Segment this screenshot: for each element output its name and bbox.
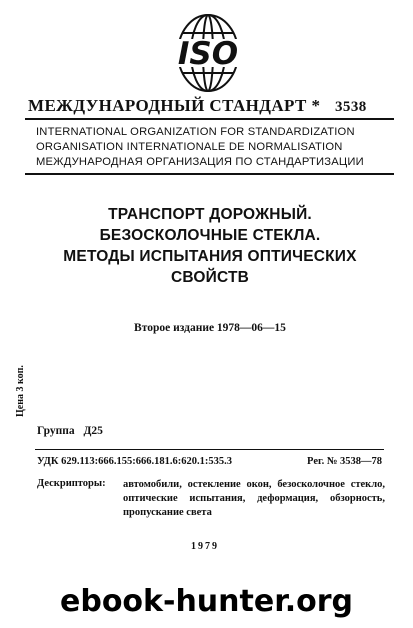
udc-rule	[35, 449, 384, 450]
price-label: Цена 3 коп.	[15, 365, 26, 417]
bottom-rule	[25, 173, 394, 175]
org-line-fr: ORGANISATION INTERNATIONALE DE NORMALISATION	[36, 141, 343, 153]
heading-line-4: СВОЙСТВ	[170, 269, 250, 286]
group-label: Группа	[37, 425, 75, 437]
group-value: Д25	[83, 425, 103, 437]
udc-line	[37, 456, 382, 467]
publication-year: 1979	[191, 541, 219, 552]
org-line-en: INTERNATIONAL ORGANIZATION FOR STANDARDIZATION	[36, 126, 355, 138]
standard-title	[28, 96, 398, 116]
udc-code: УДК 629.113:666.155:666.181.6:620.1:535.3	[37, 456, 233, 467]
standard-number: 3538	[335, 99, 367, 115]
iso-logo	[146, 6, 270, 102]
iso-logo-text: ISO	[177, 36, 239, 72]
descriptors-text: автомобили, остекление окон, безосколочное стекло, оптические испытания, деформация, обзорность, пропускание света	[123, 479, 385, 518]
standard-title-star: *	[311, 96, 321, 115]
watermark-text: ebook-hunter.org	[60, 584, 353, 619]
organizations-block	[36, 125, 381, 170]
standard-title-text: МЕЖДУНАРОДНЫЙ СТАНДАРТ	[28, 96, 307, 115]
descriptors-label: Дескрипторы:	[37, 478, 106, 489]
heading-line-3: МЕТОДЫ ИСПЫТАНИЯ ОПТИЧЕСКИХ	[63, 248, 357, 265]
registration-number: Рег. № 3538—78	[307, 456, 382, 467]
top-rule	[25, 118, 394, 120]
heading-line-1: ТРАНСПОРТ ДОРОЖНЫЙ.	[108, 206, 312, 223]
edition-date: Второе издание 1978—06—15	[134, 322, 286, 334]
document-heading	[40, 204, 380, 288]
heading-line-2: БЕЗОСКОЛОЧНЫЕ СТЕКЛА.	[99, 227, 321, 244]
org-line-ru: МЕЖДУНАРОДНАЯ ОРГАНИЗАЦИЯ ПО СТАНДАРТИЗАЦИИ	[36, 156, 364, 168]
group-line	[37, 425, 103, 437]
